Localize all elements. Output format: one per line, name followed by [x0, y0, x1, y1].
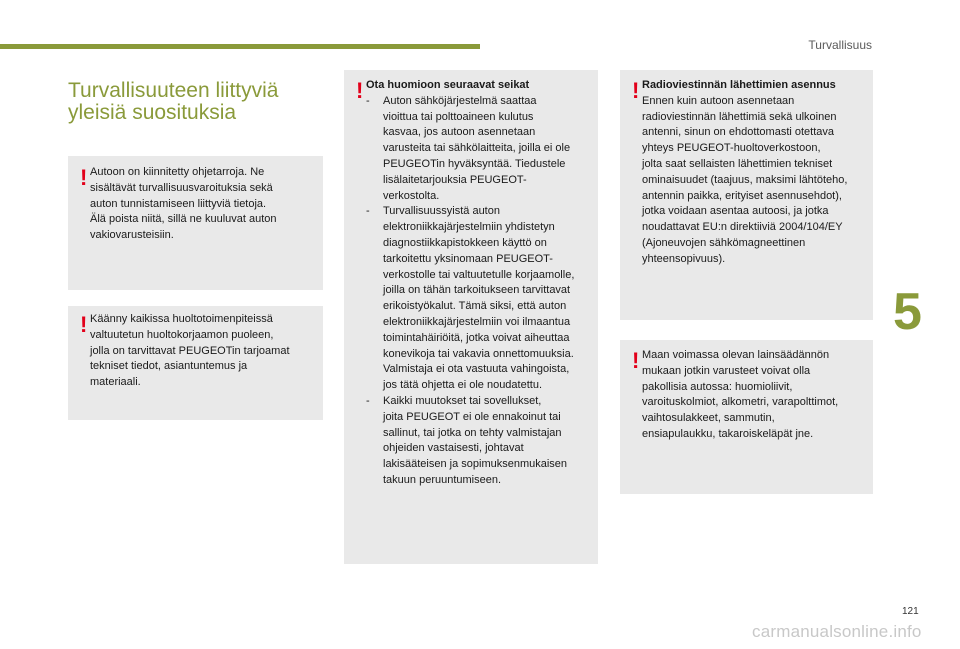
text-line: (Ajoneuvojen sähkömagneettinen [642, 236, 806, 249]
text-line: elektroniikkajärjestelmiin yhdistetyn [383, 221, 555, 234]
text-line: lisälaitetarjouksia PEUGEOT- [383, 173, 527, 186]
text-line: varusteita tai sähkölaitteita, joilla ei ole [383, 142, 571, 155]
text-line: yhteys PEUGEOT-huoltoverkostoon, [642, 142, 821, 155]
warning-text-notes [366, 78, 592, 489]
text-line: materiaali. [90, 376, 141, 389]
text-line: elektroniikkajärjestelmiin voi ilmaantua [383, 315, 571, 328]
text-line: Autoon on kiinnitetty ohjetarroja. Ne [90, 166, 265, 178]
text-line: Maan voimassa olevan lainsäädännön [642, 349, 830, 361]
text-line: tarkoitettu yksinomaan PEUGEOT- [383, 252, 553, 265]
watermark: carmanualsonline.info [752, 622, 922, 641]
text-line: jolla on tarvittavat PEUGEOTin tarjoamat [90, 344, 290, 357]
exclamation-warning-icon: ! [632, 348, 640, 373]
text-line: tekniset tiedot, asiantuntemus ja [90, 360, 248, 373]
text-line: - Turvallisuussyistä auton [383, 205, 500, 218]
text-line: sisältävät turvallisuusvaroituksia sekä [90, 181, 273, 194]
page-title-line-2: yleisiä suosituksia [68, 101, 237, 125]
exclamation-warning-icon: ! [356, 78, 364, 103]
text-line: joita PEUGEOT ei ole ennakoinut tai [383, 410, 561, 423]
text-line: joilla on tähän tarkoitukseen tarvittavat [383, 284, 571, 297]
text-line: erikoistyökalut. Tämä siksi, että auton [383, 300, 567, 313]
text-line: ominaisuudet (taajuus, maksimi lähtöteho, [642, 173, 848, 186]
warning-box-stickers [68, 156, 323, 290]
exclamation-warning-icon: ! [632, 78, 640, 103]
text-line: jolta saat sellaisten lähettimien tekniset [642, 157, 833, 170]
warning-text-stickers [90, 165, 317, 244]
text-line: antenni, sinun on ehdottomasti otettava [642, 126, 835, 139]
text-line: antennin paikka, erityiset asennusehdot), [642, 189, 842, 202]
text-line: auton tunnistamiseen liittyviä tietoja. [90, 197, 267, 210]
radio-heading: Radioviestinnän lähettimien asennus [642, 79, 836, 91]
text-line: yhteensopivuus). [642, 252, 726, 265]
text-line: mukaan jotkin varusteet voivat olla [642, 364, 811, 377]
text-line: diagnostiikkapistokkeen käyttö on [383, 236, 547, 249]
text-line: vakiovarusteisiin. [90, 229, 174, 242]
warning-box-legislation [620, 340, 873, 494]
text-line: lakisääteisen ja sopimuksenmukaisen [383, 458, 568, 471]
section-label: Turvallisuus [808, 38, 872, 52]
text-line: konevikoja tai vakavia onnettomuuksia. [383, 347, 574, 360]
notes-list [366, 94, 592, 489]
text-line: ensiapulaukku, takaroiskeläpät jne. [642, 427, 814, 440]
text-line: jotka voidaan asentaa autoosi, ja jotka [642, 205, 829, 218]
exclamation-warning-icon: ! [80, 165, 88, 190]
text-line: valtuutetun huoltokorjaamon puoleen, [90, 328, 274, 341]
text-line: pakollisia autossa: huomioliivit, [642, 380, 793, 393]
page-number: 121 [902, 606, 919, 617]
list-item [366, 94, 592, 205]
text-line: Käänny kaikissa huoltotoimenpiteissä [90, 313, 273, 325]
warning-text-service [90, 312, 317, 391]
list-item [366, 394, 592, 489]
warning-text-legislation [642, 348, 867, 443]
warning-box-service [68, 306, 323, 420]
text-line: noudattavat EU:n direktiiviä 2004/104/EY [642, 221, 843, 234]
warning-box-notes [344, 70, 598, 564]
text-line: - Kaikki muutokset tai sovellukset, [383, 394, 542, 407]
text-line: verkostolta. [383, 189, 440, 202]
notes-heading: Ota huomioon seuraavat seikat [366, 79, 530, 91]
exclamation-warning-icon: ! [80, 312, 88, 337]
text-line: vaihtosulakkeet, sammutin, [642, 412, 775, 425]
text-line: Älä poista niitä, sillä ne kuuluvat auton [90, 213, 277, 226]
warning-text-radio [642, 78, 867, 268]
text-line: kasvaa, jos autoon asennetaan [383, 126, 536, 139]
list-item [366, 204, 592, 394]
text-line: Valmistaja ei ota vastuuta vahingoista, [383, 363, 570, 376]
page-title-line-1: Turvallisuuteen liittyviä [68, 79, 279, 103]
text-line: takuun peruuntumiseen. [383, 473, 502, 486]
text-line: verkostolle tai valtuutetulle korjaamolle, [383, 268, 575, 281]
text-line: vioittua tai polttoaineen kulutus [383, 110, 534, 123]
text-line: Ennen kuin autoon asennetaan [642, 94, 795, 107]
chapter-number: 5 [893, 283, 922, 341]
page-title [68, 80, 328, 124]
text-line: jos tätä ohjetta ei ole noudatettu. [383, 379, 543, 392]
text-line: radioviestinnän lähettimiä sekä ulkoinen [642, 110, 837, 123]
text-line: - Auton sähköjärjestelmä saattaa [383, 94, 537, 107]
warning-box-radio [620, 70, 873, 320]
text-line: varoituskolmiot, alkometri, varapolttimot, [642, 396, 839, 409]
text-line: toimintahäiriöitä, jotka voivat aiheuttaa [383, 331, 570, 344]
text-line: sallinut, tai jotka on tehty valmistajan [383, 426, 562, 439]
text-line: PEUGEOTin hyväksyntää. Tiedustele [383, 157, 566, 170]
header-accent-bar [0, 44, 480, 49]
text-line: ohjeiden vastaisesti, johtavat [383, 442, 524, 455]
